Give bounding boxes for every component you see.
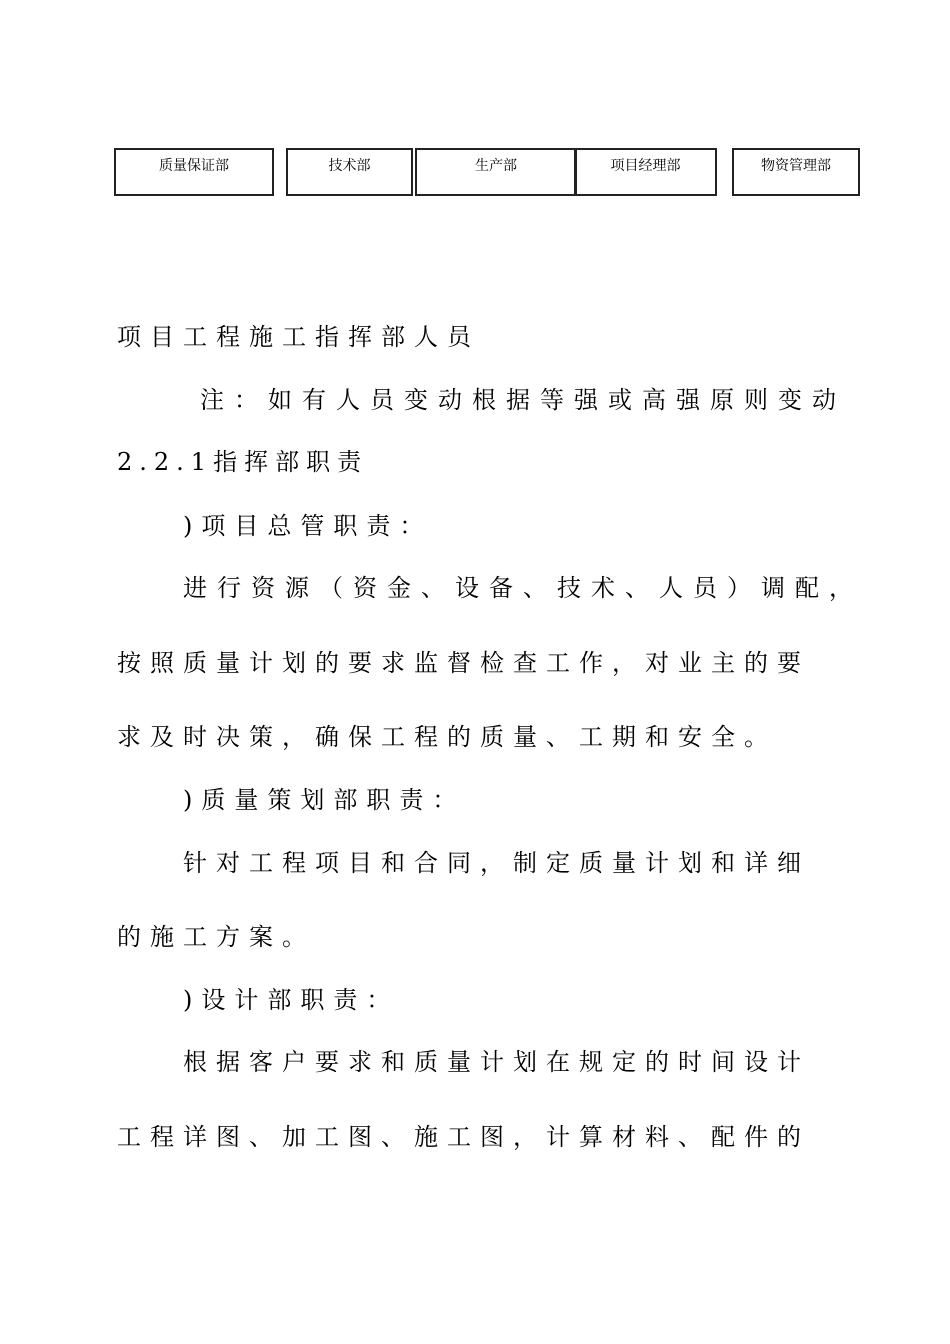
note-line: 注：如有人员变动根据等强或高强原则变动 — [200, 386, 846, 414]
org-box-tech: 技术部 — [286, 148, 413, 196]
org-box-quality: 质量保证部 — [114, 148, 274, 196]
section-heading: 2.2.1指挥部职责 — [117, 448, 369, 476]
subheading-pm: )项目总管职责： — [183, 512, 433, 540]
org-box-production: 生产部 — [415, 148, 577, 196]
subheading-design: )设计部职责： — [183, 986, 400, 1014]
paragraph-line: 工程详图、加工图、施工图，计算材料、配件的 — [117, 1123, 810, 1151]
paragraph-line: 进行资源（资金、设备、技术、人员）调配， — [183, 574, 863, 602]
org-box-materials: 物资管理部 — [732, 148, 860, 196]
paragraph-line: 按照质量计划的要求监督检查工作，对业主的要 — [117, 649, 810, 677]
paragraph-line: 根据客户要求和质量计划在规定的时间设计 — [183, 1048, 810, 1076]
paragraph-line: 针对工程项目和合同，制定质量计划和详细 — [183, 849, 810, 877]
paragraph-line: 的施工方案。 — [117, 923, 315, 951]
subheading-quality-planning: )质量策划部职责： — [183, 786, 466, 814]
paragraph-line: 求及时决策，确保工程的质量、工期和安全。 — [117, 723, 777, 751]
section-caption: 项目工程施工指挥部人员 — [117, 323, 480, 351]
org-box-pm: 项目经理部 — [574, 148, 717, 196]
